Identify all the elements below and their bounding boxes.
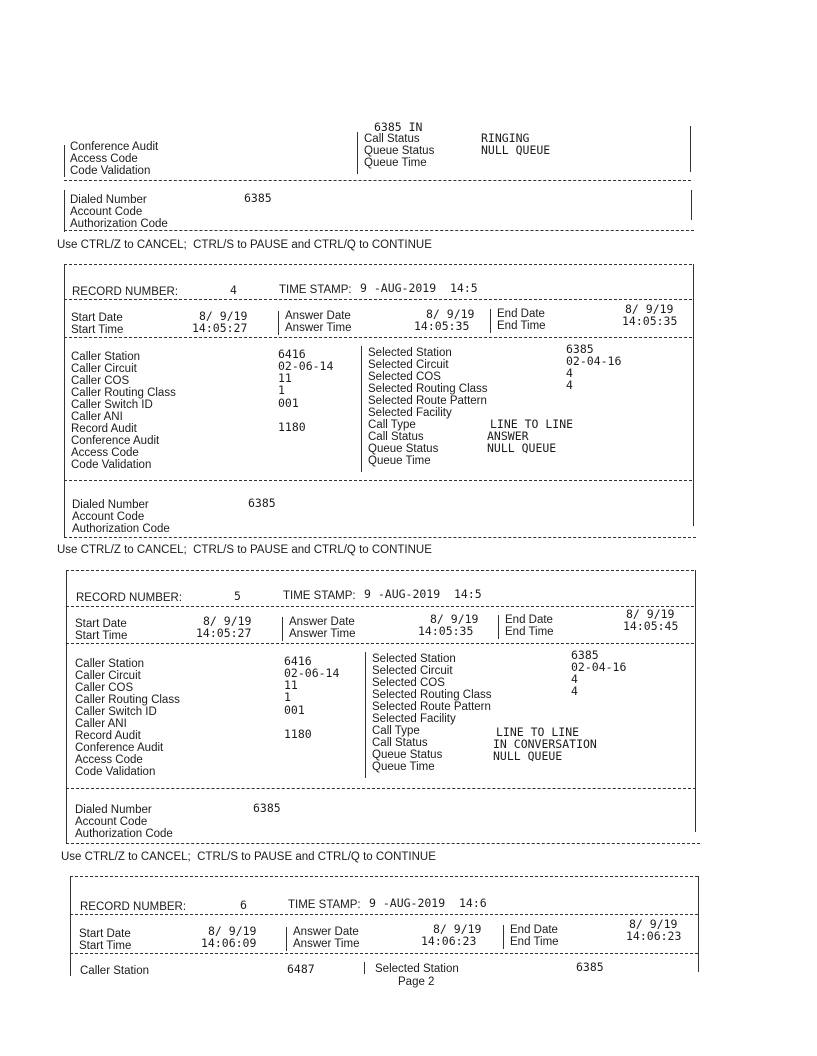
authorization-code-label: Authorization Code [72, 523, 170, 535]
caller-field-label: Access Code [71, 447, 139, 459]
selected-field-value: 6385 [571, 648, 599, 662]
partial-left-2: Code Validation [70, 165, 151, 177]
selected-field-value: 6385 [566, 342, 594, 356]
caller-field-label: Caller COS [71, 375, 130, 387]
selected-field-label: Call Status [372, 737, 428, 749]
selected-field-value: 4 [566, 378, 573, 392]
partial-header-station: 6385 IN [374, 120, 423, 134]
time-stamp-label: TIME STAMP: [283, 590, 356, 602]
column-divider [278, 311, 279, 335]
end-date: 8/ 9/19 [629, 917, 678, 931]
record-bottom-rule [64, 230, 694, 231]
border-left [64, 264, 65, 538]
record-number-label: RECORD NUMBER: [72, 286, 179, 298]
start-time: 14:05:27 [196, 626, 252, 640]
time-stamp: 9 -AUG-2019 14:5 [360, 281, 478, 295]
caller-field-label: Caller Circuit [71, 363, 137, 375]
caller-field-label: Conference Audit [75, 742, 164, 754]
border-left [64, 190, 65, 232]
dialed-number-label: Dialed Number [72, 499, 149, 511]
answer-time: 14:05:35 [414, 319, 470, 333]
border-right [693, 264, 694, 526]
selected-field-value: 4 [566, 366, 573, 380]
caller-field-value: 11 [284, 678, 298, 692]
caller-station-label: Caller Station [80, 965, 150, 977]
caller-field-value: 11 [278, 371, 292, 385]
selected-field-value: LINE TO LINE [496, 725, 580, 739]
start-time: 14:05:27 [192, 321, 248, 335]
end-time-label: End Time [505, 626, 554, 638]
border-right [691, 190, 692, 220]
column-divider [365, 652, 366, 778]
selected-field-value: 4 [571, 684, 578, 698]
answer-time: 14:05:35 [418, 624, 474, 638]
selected-field-label: Call Status [368, 431, 424, 443]
column-divider [503, 925, 504, 949]
caller-field-label: Caller Circuit [75, 670, 141, 682]
record-top-rule [70, 876, 698, 877]
dialed-number-value: 6385 [248, 496, 276, 510]
partial-dialed-label: Dialed Number [70, 194, 147, 206]
end-time-label: End Time [497, 320, 546, 332]
selected-field-label: Selected Routing Class [372, 689, 492, 701]
caller-field-label: Record Audit [71, 423, 137, 435]
answer-time: 14:06:23 [421, 934, 477, 948]
partial-account-label: Account Code [70, 206, 143, 218]
start-time-label: Start Time [75, 630, 128, 642]
selected-field-label: Call Type [368, 419, 416, 431]
start-date-label: Start Date [79, 928, 131, 940]
selected-field-label: Selected Facility [368, 407, 452, 419]
column-divider [361, 346, 362, 472]
caller-field-label: Record Audit [75, 730, 141, 742]
control-hint: Use CTRL/Z to CANCEL; CTRL/S to PAUSE and CTRL/Q to CONTINUE [57, 544, 432, 556]
partial-right-value-1: NULL QUEUE [481, 143, 551, 157]
border-left [66, 570, 67, 844]
caller-field-value: 1180 [284, 727, 312, 741]
caller-field-label: Code Validation [71, 459, 152, 471]
partial-right-label-1: Queue Status [364, 145, 435, 157]
record-number: 6 [240, 898, 247, 912]
control-hint: Use CTRL/Z to CANCEL; CTRL/S to PAUSE and CTRL/Q to CONTINUE [57, 239, 432, 251]
answer-time-label: Answer Time [289, 628, 356, 640]
selected-field-label: Selected Station [372, 653, 456, 665]
caller-field-value: 001 [284, 703, 305, 717]
record-bottom-rule [64, 537, 696, 538]
selected-field-label: Selected COS [368, 371, 441, 383]
account-code-label: Account Code [72, 511, 145, 523]
selected-field-label: Selected Circuit [368, 359, 449, 371]
end-date-label: End Date [497, 308, 545, 320]
answer-date: 8/ 9/19 [433, 922, 482, 936]
caller-field-label: Caller COS [75, 682, 134, 694]
section-rule [66, 643, 694, 644]
selected-field-label: Selected Circuit [372, 665, 453, 677]
selected-field-value: IN CONVERSATION [493, 737, 597, 751]
selected-field-value: NULL QUEUE [493, 749, 563, 763]
selected-field-value: 02-04-16 [571, 660, 627, 674]
caller-field-label: Caller Routing Class [75, 694, 180, 706]
section-rule [64, 299, 692, 300]
account-code-label: Account Code [75, 816, 148, 828]
end-date-label: End Date [510, 924, 558, 936]
end-time: 14:05:35 [622, 314, 678, 328]
end-date-label: End Date [505, 614, 553, 626]
section-rule [70, 914, 698, 915]
caller-field-label: Caller Switch ID [75, 706, 157, 718]
caller-field-value: 02-06-14 [284, 666, 340, 680]
partial-left-0: Conference Audit [70, 141, 159, 153]
caller-field-value: 02-06-14 [278, 359, 334, 373]
section-rule [66, 606, 694, 607]
border-right [698, 876, 699, 972]
caller-field-label: Conference Audit [71, 435, 160, 447]
partial-right-label-2: Queue Time [364, 157, 427, 169]
caller-field-label: Caller Station [71, 351, 141, 363]
time-stamp: 9 -AUG-2019 14:5 [364, 587, 482, 601]
start-date: 8/ 9/19 [208, 924, 257, 938]
selected-field-label: Selected Routing Class [368, 383, 488, 395]
start-date-label: Start Date [71, 312, 123, 324]
selected-field-label: Call Type [372, 725, 420, 737]
caller-field-value: 001 [278, 396, 299, 410]
start-date: 8/ 9/19 [199, 309, 248, 323]
partial-dialed-value: 6385 [244, 191, 272, 205]
selected-field-label: Selected COS [372, 677, 445, 689]
selected-field-label: Queue Status [368, 443, 439, 455]
border-right [690, 126, 691, 172]
selected-field-label: Selected Facility [372, 713, 456, 725]
answer-date-label: Answer Date [285, 310, 351, 322]
selected-station-value: 6385 [576, 960, 604, 974]
partial-left-1: Access Code [70, 153, 138, 165]
start-date-label: Start Date [75, 618, 127, 630]
column-divider [490, 309, 491, 333]
column-divider [282, 617, 283, 641]
answer-date: 8/ 9/19 [430, 612, 479, 626]
dialed-number-value: 6385 [253, 801, 281, 815]
caller-field-value: 1 [278, 383, 285, 397]
border-left [70, 876, 71, 976]
section-rule [64, 337, 692, 338]
caller-field-label: Code Validation [75, 766, 156, 778]
column-divider [286, 927, 287, 951]
selected-field-value: NULL QUEUE [487, 441, 557, 455]
column-divider [364, 962, 365, 974]
selected-station-label: Selected Station [375, 963, 459, 975]
record-number: 4 [230, 283, 237, 297]
section-rule [64, 180, 691, 181]
record-top-rule [66, 570, 694, 571]
time-stamp: 9 -AUG-2019 14:6 [369, 896, 487, 910]
caller-field-value: 1180 [278, 420, 306, 434]
selected-field-value: ANSWER [487, 429, 529, 443]
end-time-label: End Time [510, 936, 559, 948]
selected-field-value: LINE TO LINE [490, 417, 574, 431]
end-date: 8/ 9/19 [625, 302, 674, 316]
record-number-label: RECORD NUMBER: [80, 901, 187, 913]
control-hint: Use CTRL/Z to CANCEL; CTRL/S to PAUSE and CTRL/Q to CONTINUE [61, 851, 436, 863]
start-time: 14:06:09 [201, 936, 257, 950]
section-rule [70, 953, 698, 954]
column-divider [357, 132, 358, 174]
section-rule [66, 788, 696, 789]
record-top-rule [64, 264, 692, 265]
answer-date-label: Answer Date [289, 616, 355, 628]
start-date: 8/ 9/19 [203, 614, 252, 628]
answer-date-label: Answer Date [293, 926, 359, 938]
column-divider [498, 615, 499, 639]
page-number: Page 2 [398, 976, 435, 988]
partial-auth-label: Authorization Code [70, 218, 168, 230]
partial-right-value-0: RINGING [481, 131, 530, 145]
time-stamp-label: TIME STAMP: [288, 899, 361, 911]
border-left [64, 145, 65, 177]
caller-field-label: Caller Routing Class [71, 387, 176, 399]
end-date: 8/ 9/19 [626, 607, 675, 621]
selected-field-label: Queue Time [368, 455, 431, 467]
answer-date: 8/ 9/19 [426, 307, 475, 321]
caller-field-value: 6416 [278, 347, 306, 361]
border-right [695, 570, 696, 832]
caller-field-label: Caller ANI [75, 718, 127, 730]
answer-time-label: Answer Time [293, 938, 360, 950]
end-time: 14:05:45 [623, 619, 679, 633]
caller-field-label: Access Code [75, 754, 143, 766]
start-time-label: Start Time [79, 940, 132, 952]
record-number-label: RECORD NUMBER: [76, 592, 183, 604]
caller-field-label: Caller ANI [71, 411, 123, 423]
partial-right-label-0: Call Status [364, 133, 420, 145]
caller-field-value: 6416 [284, 654, 312, 668]
caller-field-label: Caller Station [75, 658, 145, 670]
caller-field-label: Caller Switch ID [71, 399, 153, 411]
time-stamp-label: TIME STAMP: [279, 284, 352, 296]
end-time: 14:06:23 [626, 929, 682, 943]
selected-field-label: Queue Status [372, 749, 443, 761]
selected-field-label: Selected Station [368, 347, 452, 359]
caller-field-value: 1 [284, 690, 291, 704]
start-time-label: Start Time [71, 324, 124, 336]
selected-field-value: 02-04-16 [566, 354, 622, 368]
selected-field-label: Selected Route Pattern [372, 701, 491, 713]
record-number: 5 [234, 589, 241, 603]
section-rule [64, 480, 692, 481]
selected-field-label: Selected Route Pattern [368, 395, 487, 407]
dialed-number-label: Dialed Number [75, 804, 152, 816]
authorization-code-label: Authorization Code [75, 828, 173, 840]
record-bottom-rule [66, 843, 700, 844]
selected-field-label: Queue Time [372, 761, 435, 773]
answer-time-label: Answer Time [285, 322, 352, 334]
selected-field-value: 4 [571, 672, 578, 686]
caller-station-value: 6487 [287, 962, 315, 976]
